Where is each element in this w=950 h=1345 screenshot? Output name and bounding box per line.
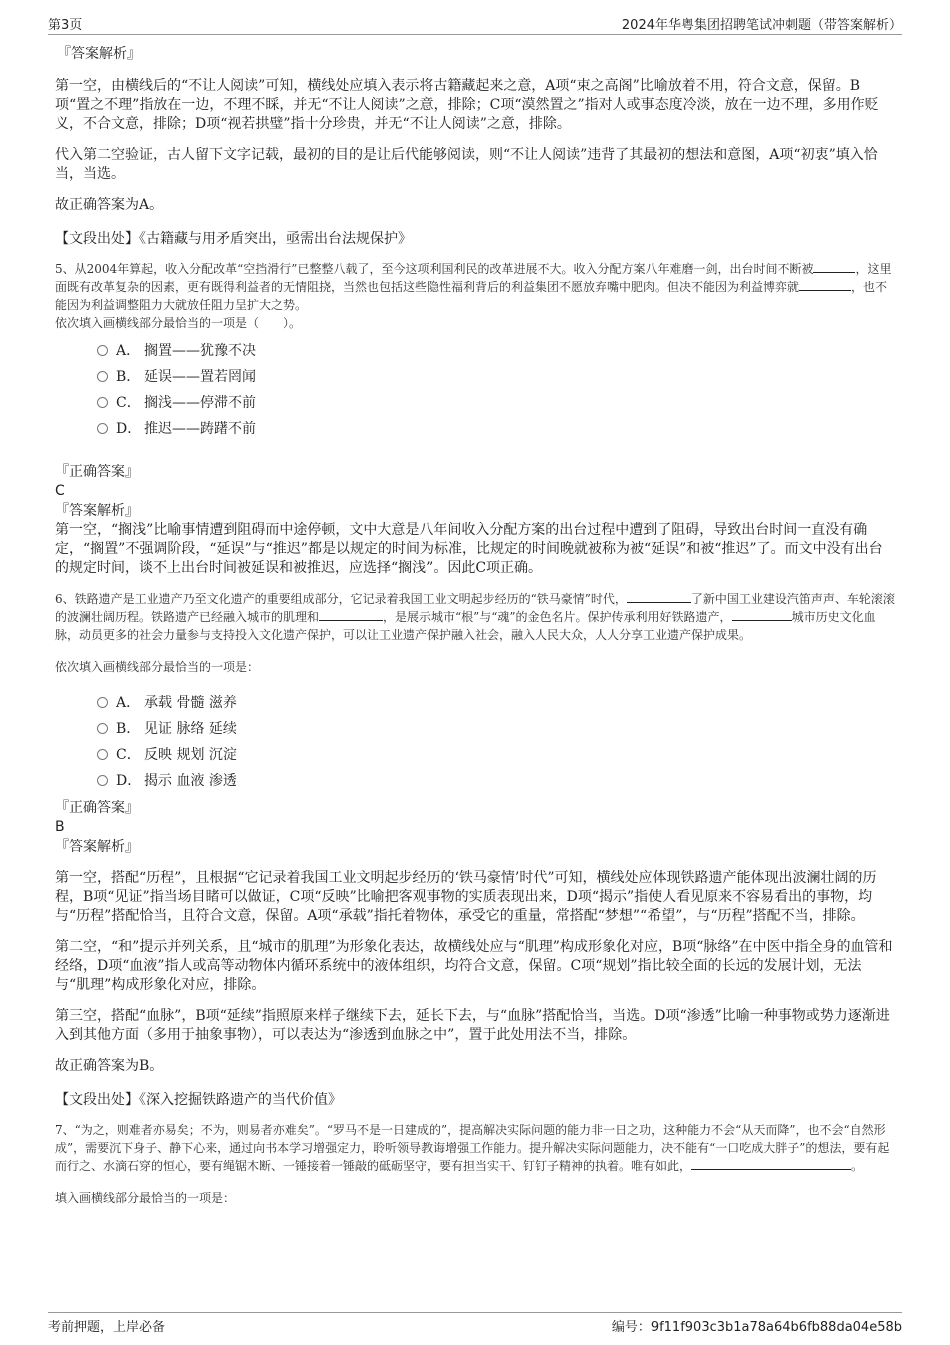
- analysis-paragraph: 第一空，“搁浅”比喻事情遭到阻碍而中途停顿，文中大意是八年间收入分配方案的出台过程中遭到了阻碍，导致出台时间一直没有确定，“搁置”不强调阶段，“延误”与“推迟”都是以规定的时间为标准，比规定的时间晚就被称为被“延误”和被“推迟”了。而文中没有出台的规定时间，谈不上出台时间被延误和被推迟，应选择“搁浅”。因此C项正确。: [55, 522, 883, 576]
- answer-blank: [691, 1157, 851, 1170]
- option-d[interactable]: [97, 416, 895, 442]
- analysis-paragraph: 第三空，搭配“血脉”，B项“延续”指照原来样子继续下去，延长下去，与“血脉”搭配恰当，当选。D项“渗透”比喻一种事物或势力逐渐进入到其他方面（多用于抽象事物），可以表达为“渗透到血脉之中”，置于此处用法不当，排除。: [55, 1008, 890, 1043]
- option-letter: B．: [116, 721, 141, 737]
- document-title: 2024年华粤集团招聘笔试冲刺题（带答案解析）: [621, 18, 902, 33]
- radio-icon[interactable]: [97, 697, 108, 708]
- footer-slogan: 考前押题，上岸必备: [48, 1320, 166, 1335]
- option-letter: B．: [116, 369, 141, 385]
- question-stem: [55, 260, 895, 314]
- question-text: 7、“为之，则难者亦易矣；不为，则易者亦难矣”。“罗马不是一日建成的”，提高解决实际问题的能力非一日之功，这种能力不会“从天而降”，也不会“自然形成”，需要沉下身子、静下心来，通过向书本学习增强定力，聆听领导教诲增强工作能力。提升解决实际问题能力，决不能有“一口吃成大胖子”的想法，要有起而行之、水滴石穿的恒心，要有绳锯木断、一锤接着一锤敲的砥砺坚守，要有担当实干、钉钉子精神的执着。唯有如此，: [55, 1123, 890, 1173]
- page-number: 第3页: [48, 18, 83, 33]
- option-c[interactable]: [97, 390, 895, 416]
- page-content: [55, 44, 895, 1207]
- question-text: 城市历史文化血脉，动员更多的社会力量参与支持投入文化遗产保护，可以让工业遗产保护融入社会，融入人民大众，人人分享工业遗产保护成果。: [55, 610, 876, 642]
- answer-blank: [627, 590, 691, 603]
- radio-icon[interactable]: [97, 423, 108, 434]
- radio-icon[interactable]: [97, 775, 108, 786]
- options-list: [97, 690, 895, 794]
- analysis-label: 『答案解析』: [55, 839, 139, 855]
- option-text: 搁浅——停滞不前: [144, 395, 256, 411]
- radio-icon[interactable]: [97, 397, 108, 408]
- question-prompt: 依次填入画横线部分最恰当的一项是：: [55, 660, 260, 674]
- document-code: 编号：9f11f903c3b1a78a64b6fb88da04e58b: [611, 1320, 902, 1335]
- option-c[interactable]: [97, 742, 895, 768]
- option-letter: A．: [116, 343, 141, 359]
- source-citation: 【文段出处】《深入挖掘铁路遗产的当代价值》: [55, 1092, 342, 1108]
- question-text: ，也不能因为利益调整阻力大就放任阻力呈扩大之势。: [55, 280, 888, 312]
- option-text: 揭示 血液 渗透: [144, 773, 237, 789]
- answer-blank: [319, 608, 383, 621]
- question-text: ，这里面既有改革复杂的因素，更有既得利益者的无情阻挠，当然也包括这些隐性福利背后的利益集团不愿放弃嘴中肥肉。但决不能因为利益博弈就: [55, 262, 892, 294]
- option-letter: D．: [116, 773, 142, 789]
- option-b[interactable]: [97, 716, 895, 742]
- question-text: ，是展示城市“根”与“魂”的金色名片。保护传承利用好铁路遗产，: [383, 610, 732, 624]
- source-citation: 【文段出处】《古籍藏与用矛盾突出，亟需出台法规保护》: [55, 231, 412, 247]
- option-text: 见证 脉络 延续: [144, 721, 237, 737]
- radio-icon[interactable]: [97, 371, 108, 382]
- option-text: 反映 规划 沉淀: [144, 747, 237, 763]
- question-text: 5、从2004年算起，收入分配改革“空挡滑行”已整整八载了，至今这项利国利民的改革进展不大。收入分配方案八年难磨一剑，出台时间不断被: [55, 262, 814, 276]
- option-text: 搁置——犹豫不决: [144, 343, 256, 359]
- radio-icon[interactable]: [97, 345, 108, 356]
- answer-blank: [732, 608, 792, 621]
- question-text: 6、铁路遗产是工业遗产乃至文化遗产的重要组成部分，它记录着我国工业文明起步经历的“铁马豪情”时代，: [55, 592, 627, 606]
- answer-label: 『正确答案』: [55, 464, 139, 480]
- option-letter: C．: [116, 395, 141, 411]
- page-footer: [48, 1312, 902, 1335]
- option-text: 延误——置若罔闻: [144, 369, 256, 385]
- option-letter: A．: [116, 695, 141, 711]
- question-text: 了新中国工业建设汽笛声声、车轮滚滚的波澜壮阔历程。铁路遗产已经融入城市的肌理和: [55, 592, 895, 624]
- option-d[interactable]: [97, 768, 895, 794]
- question-prompt: 依次填入画横线部分最恰当的一项是（ ）。: [55, 316, 302, 330]
- analysis-paragraph: 故正确答案为A。: [55, 197, 164, 213]
- analysis-paragraph: 第一空，搭配“历程”，且根据“它记录着我国工业文明起步经历的‘铁马豪情’时代”可知，横线处应体现铁路遗产能体现出波澜壮阔的历程，B项“见证”指当场目睹可以做证，C项“反映”比喻把客观事物的实质表现出来，D项“揭示”指使人看见原来不容易看出的事物，均与“历程”搭配恰当，且符合文意，保留。A项“承载”指托着物体，承受它的重量，常搭配“梦想”“希望”，与“历程”搭配不当，排除。: [55, 870, 877, 924]
- correct-answer: B: [55, 819, 65, 835]
- option-text: 推迟——踌躇不前: [144, 421, 256, 437]
- correct-answer: C: [55, 483, 65, 499]
- question-text: 。: [851, 1159, 864, 1173]
- analysis-paragraph: 故正确答案为B。: [55, 1058, 164, 1074]
- radio-icon[interactable]: [97, 749, 108, 760]
- analysis-paragraph: 第一空，由横线后的“不让人阅读”可知，横线处应填入表示将古籍藏起来之意，A项“束之高阁”比喻放着不用，符合文意，保留。B项“置之不理”指放在一边，不理不睬，并无“不让人阅读”之意，排除；C项“漠然置之”指对人或事态度冷淡，放在一边不理，多用作贬义，不合文意，排除；D项“视若拱璧”指十分珍贵，并无“不让人阅读”之意，排除。: [55, 78, 879, 132]
- option-letter: D．: [116, 421, 142, 437]
- options-list: [97, 338, 895, 442]
- answer-label: 『正确答案』: [55, 800, 139, 816]
- question-stem: [55, 1121, 895, 1175]
- analysis-label: 『答案解析』: [57, 46, 141, 62]
- option-b[interactable]: [97, 364, 895, 390]
- question-prompt: 填入画横线部分最恰当的一项是：: [55, 1191, 236, 1205]
- page-header: [48, 12, 902, 35]
- analysis-paragraph: 第二空，“和”提示并列关系，且“城市的肌理”为形象化表达，故横线处应与“肌理”构成形象化对应，B项“脉络”在中医中指全身的血管和经络，D项“血液”指人或高等动物体内循环系统中的液体组织，均符合文意，保留。C项“规划”指比较全面的长远的发展计划，无法与“肌理”构成形象化对应，排除。: [55, 939, 893, 993]
- radio-icon[interactable]: [97, 723, 108, 734]
- answer-blank: [813, 260, 855, 273]
- analysis-paragraph: 代入第二空验证，古人留下文字记载，最初的目的是让后代能够阅读，则“不让人阅读”违背了其最初的想法和意图，A项“初衷”填入恰当，当选。: [55, 147, 878, 182]
- answer-blank: [799, 278, 851, 291]
- option-a[interactable]: [97, 690, 895, 716]
- option-a[interactable]: [97, 338, 895, 364]
- question-stem: [55, 590, 895, 644]
- analysis-label: 『答案解析』: [55, 503, 139, 519]
- option-text: 承载 骨髓 滋养: [144, 695, 237, 711]
- option-letter: C．: [116, 747, 141, 763]
